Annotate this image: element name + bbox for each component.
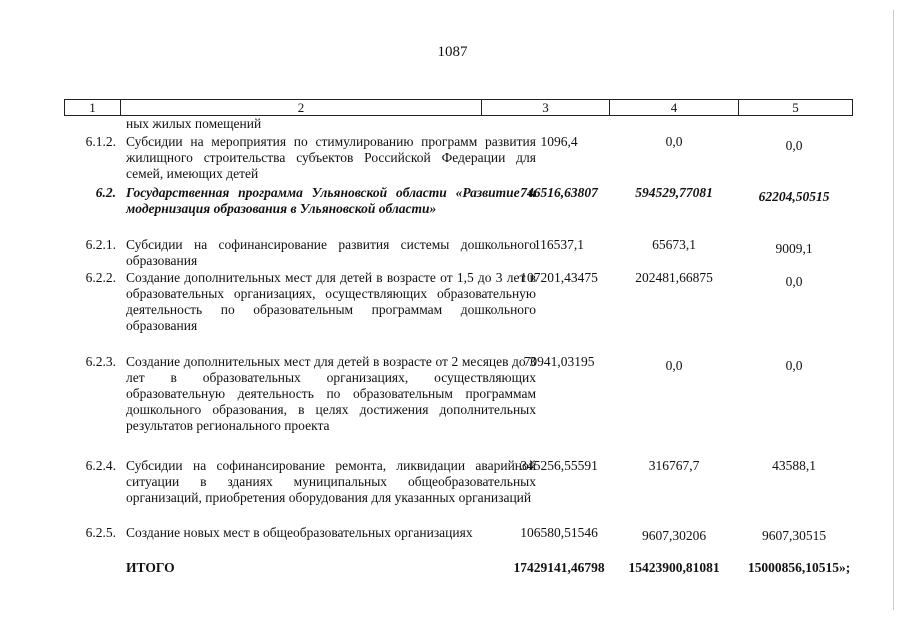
total-col-3: 17429141,46798: [513, 560, 605, 575]
total-col-4: 15423900,81081: [628, 560, 720, 575]
row-number: 6.2.: [95, 185, 116, 200]
row-text: Государственная программа Ульяновской области «Развитие и модернизация образования в Ульяновской области»: [126, 185, 536, 216]
value-col-3: 345256,55591: [520, 458, 598, 473]
header-col-3: 3: [542, 100, 549, 115]
value-col-3: 107201,43475: [520, 270, 598, 285]
row-number: 6.1.2.: [85, 134, 116, 149]
row-text: Субсидии на мероприятия по стимулированию программ развития жилищного строительства субъектов Российской Федерации для семей, имеющих детей: [126, 134, 536, 181]
row-text: Субсидии на софинансирование ремонта, ликвидации аварийной ситуации в зданиях муниципальных общеобразовательных организаций, приобретения оборудования для указанных организаций: [126, 458, 536, 505]
value-col-3: 1096,4: [540, 134, 578, 149]
value-col-5: 9009,1: [775, 241, 813, 256]
value-col-4: 594529,77081: [635, 185, 713, 200]
header-col-1: 1: [89, 100, 96, 115]
value-col-5: 62204,50515: [758, 189, 830, 204]
value-col-3: 116537,1: [533, 237, 585, 252]
table-header: [64, 99, 853, 116]
row-number: 6.2.3.: [85, 354, 116, 369]
value-col-4: 0,0: [665, 134, 683, 149]
value-col-5: 0,0: [785, 358, 803, 373]
row-number: 6.2.1.: [85, 237, 116, 252]
row-number: 6.2.2.: [85, 270, 116, 285]
total-label: ИТОГО: [126, 560, 175, 575]
page-number: 1087: [437, 44, 468, 60]
header-col-2: 2: [297, 100, 305, 115]
value-col-5: 0,0: [785, 138, 803, 153]
header-col-4: 4: [670, 100, 678, 115]
value-col-4: 316767,7: [648, 458, 700, 473]
value-col-5: 0,0: [785, 274, 803, 289]
value-col-4: 0,0: [665, 358, 683, 373]
value-col-5: 43588,1: [772, 458, 816, 473]
row-text: Создание новых мест в общеобразовательных организациях: [126, 525, 473, 540]
row-number: 6.2.5.: [85, 525, 116, 540]
value-col-3: 70941,03195: [523, 354, 595, 369]
scan-edge: [893, 10, 894, 610]
total-col-5: 15000856,10515»;: [747, 560, 851, 575]
header-col-5: 5: [792, 100, 799, 115]
row-text: Создание дополнительных мест для детей в возрасте от 2 месяцев до 3 лет в образовательных организациях, осуществляющих образовательную деятельность по образовательным программам дошкольного образования, в целях достижения дополнительных результатов регионального проекта: [126, 354, 536, 433]
row-text: Субсидии на софинансирование развития системы дошкольного образования: [126, 237, 536, 268]
row-number: 6.2.4.: [85, 458, 116, 473]
row-text: Создание дополнительных мест для детей в возрасте от 1,5 до 3 лет в образовательных организациях, осуществляющих образовательную деятельность по образовательным программам дошкольного образования: [126, 270, 536, 333]
value-col-3: 746516,63807: [520, 185, 598, 200]
row-text: ных жилых помещений: [126, 116, 262, 131]
value-col-3: 106580,51546: [520, 525, 598, 540]
value-col-4: 9607,30206: [641, 528, 707, 543]
value-col-4: 202481,66875: [635, 270, 713, 285]
value-col-5: 9607,30515: [761, 528, 827, 543]
value-col-4: 65673,1: [652, 237, 696, 252]
